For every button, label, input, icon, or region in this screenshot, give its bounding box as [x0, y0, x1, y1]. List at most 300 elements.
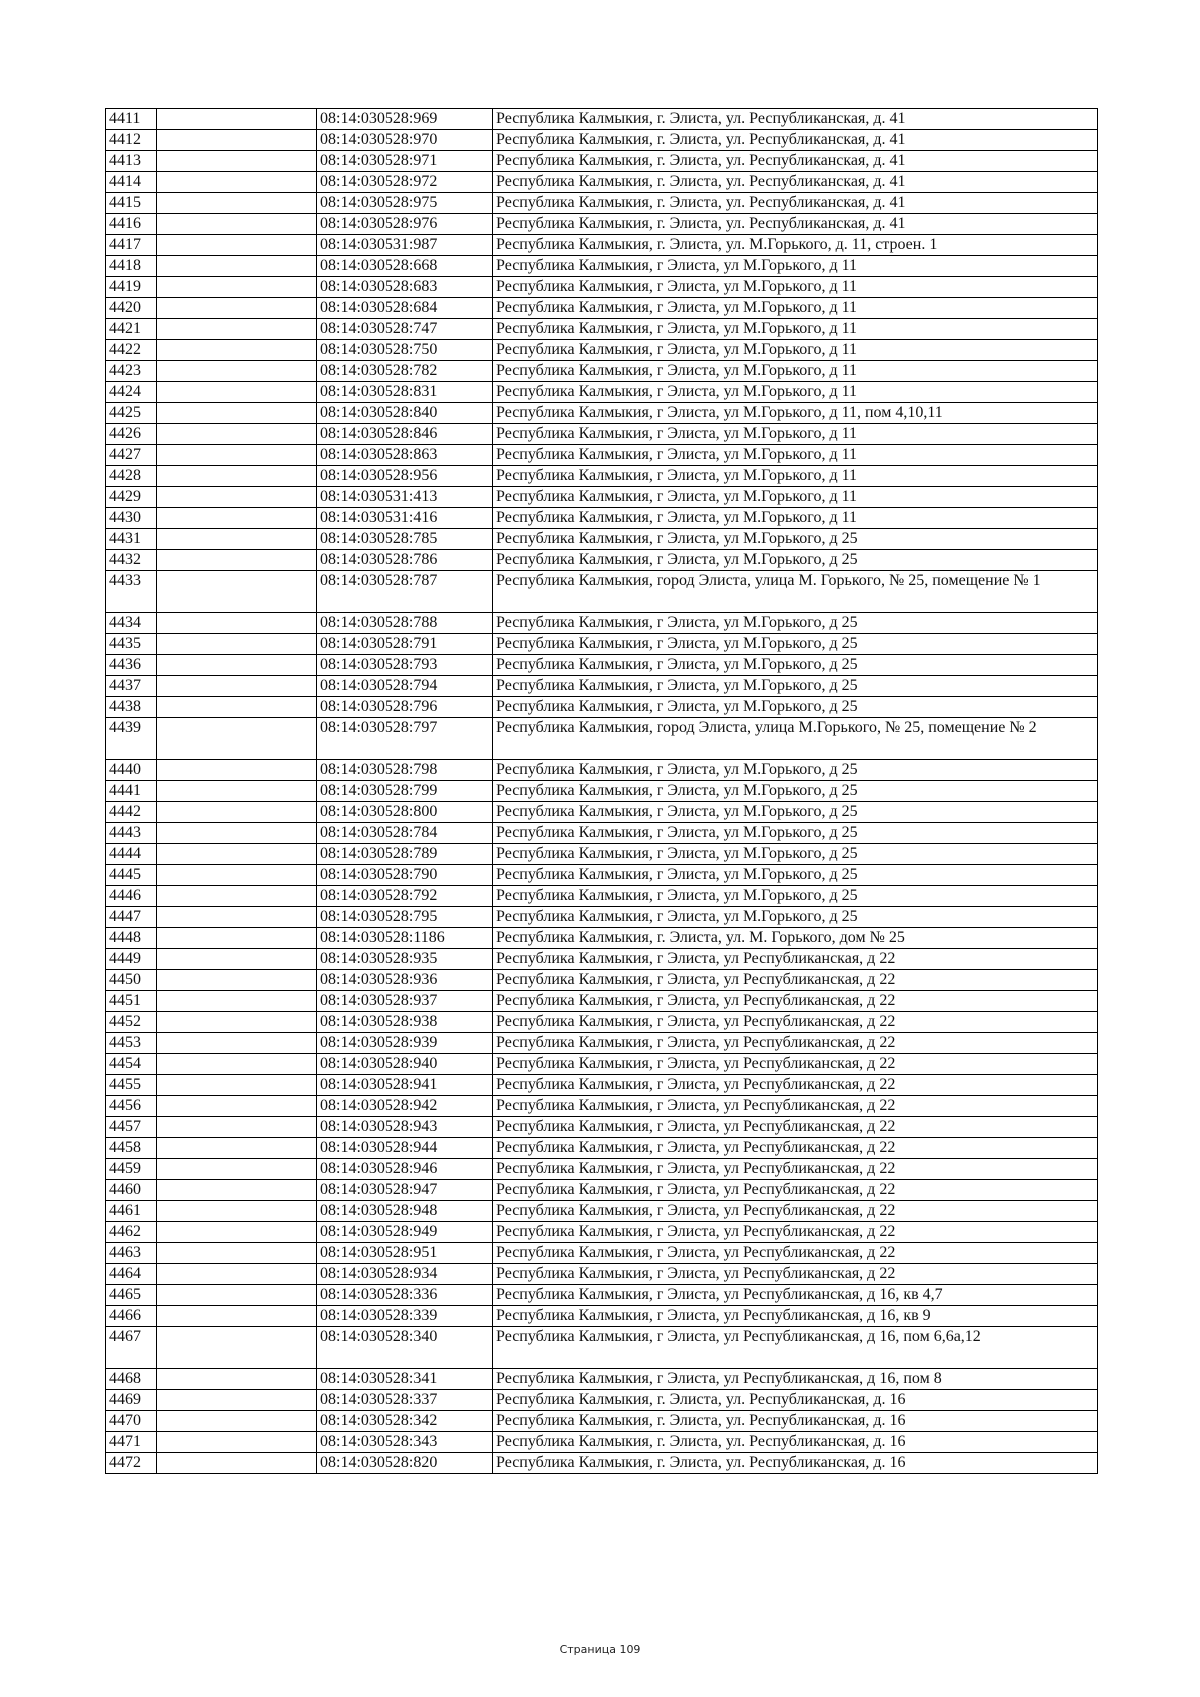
cadastral-number-cell: 08:14:030528:1186 [317, 928, 493, 949]
row-number-cell: 4463 [106, 1243, 157, 1264]
row-number-cell: 4414 [106, 172, 157, 193]
empty-cell [157, 319, 317, 340]
table-row [106, 1180, 1098, 1201]
empty-cell [157, 928, 317, 949]
table-row [106, 760, 1098, 781]
address-cell: Республика Калмыкия, г Элиста, ул Республиканская, д 22 [493, 1201, 1098, 1222]
cadastral-number-cell: 08:14:030528:785 [317, 529, 493, 550]
address-cell: Республика Калмыкия, г Элиста, ул М.Горького, д 25 [493, 550, 1098, 571]
row-number-cell: 4413 [106, 151, 157, 172]
empty-cell [157, 508, 317, 529]
cadastral-number-cell: 08:14:030528:840 [317, 403, 493, 424]
address-cell: Республика Калмыкия, г Элиста, ул М.Горького, д 25 [493, 697, 1098, 718]
address-cell: Республика Калмыкия, г Элиста, ул М.Горького, д 11 [493, 298, 1098, 319]
table-row [106, 1285, 1098, 1306]
empty-cell [157, 298, 317, 319]
address-cell: Республика Калмыкия, г Элиста, ул М.Горького, д 25 [493, 844, 1098, 865]
address-cell: Республика Калмыкия, г Элиста, ул Республиканская, д 16, пом 8 [493, 1369, 1098, 1390]
cadastral-number-cell: 08:14:030528:799 [317, 781, 493, 802]
address-cell: Республика Калмыкия, г Элиста, ул Республиканская, д 22 [493, 970, 1098, 991]
empty-cell [157, 1054, 317, 1075]
empty-cell [157, 1369, 317, 1390]
page-number-label: Страница 109 [559, 1643, 641, 1656]
empty-cell [157, 550, 317, 571]
empty-cell [157, 970, 317, 991]
cadastral-number-cell: 08:14:030528:971 [317, 151, 493, 172]
table-row [106, 823, 1098, 844]
empty-cell [157, 844, 317, 865]
address-cell: Республика Калмыкия, г. Элиста, ул. Республиканская, д. 41 [493, 151, 1098, 172]
cadastral-number-cell: 08:14:030528:935 [317, 949, 493, 970]
cadastral-number-cell: 08:14:030528:784 [317, 823, 493, 844]
table-row [106, 1054, 1098, 1075]
empty-cell [157, 1327, 317, 1369]
cadastral-number-cell: 08:14:030528:791 [317, 634, 493, 655]
cadastral-number-cell: 08:14:030528:788 [317, 613, 493, 634]
table-row [106, 340, 1098, 361]
empty-cell [157, 130, 317, 151]
table-row [106, 676, 1098, 697]
address-cell: Республика Калмыкия, г Элиста, ул Республиканская, д 22 [493, 1222, 1098, 1243]
table-row [106, 844, 1098, 865]
row-number-cell: 4424 [106, 382, 157, 403]
empty-cell [157, 781, 317, 802]
row-number-cell: 4455 [106, 1075, 157, 1096]
row-number-cell: 4430 [106, 508, 157, 529]
address-cell: Республика Калмыкия, город Элиста, улица М. Горького, № 25, помещение № 1 [493, 571, 1098, 613]
row-number-cell: 4417 [106, 235, 157, 256]
table-row [106, 655, 1098, 676]
empty-cell [157, 1453, 317, 1474]
row-number-cell: 4462 [106, 1222, 157, 1243]
empty-cell [157, 1390, 317, 1411]
row-number-cell: 4466 [106, 1306, 157, 1327]
row-number-cell: 4452 [106, 1012, 157, 1033]
row-number-cell: 4454 [106, 1054, 157, 1075]
address-cell: Республика Калмыкия, г. Элиста, ул. Республиканская, д. 41 [493, 214, 1098, 235]
empty-cell [157, 403, 317, 424]
row-number-cell: 4457 [106, 1117, 157, 1138]
table-row [106, 193, 1098, 214]
table-row [106, 151, 1098, 172]
cadastral-number-cell: 08:14:030528:796 [317, 697, 493, 718]
table-row [106, 424, 1098, 445]
table-row [106, 109, 1098, 130]
table-row [106, 970, 1098, 991]
address-cell: Республика Калмыкия, г Элиста, ул Республиканская, д 22 [493, 1159, 1098, 1180]
address-cell: Республика Калмыкия, г Элиста, ул М.Горького, д 11 [493, 256, 1098, 277]
table-row [106, 781, 1098, 802]
row-number-cell: 4445 [106, 865, 157, 886]
empty-cell [157, 214, 317, 235]
table-row [106, 466, 1098, 487]
row-number-cell: 4443 [106, 823, 157, 844]
cadastral-number-cell: 08:14:030531:987 [317, 235, 493, 256]
row-number-cell: 4451 [106, 991, 157, 1012]
table-row [106, 1159, 1098, 1180]
table-row [106, 1222, 1098, 1243]
address-cell: Республика Калмыкия, г Элиста, ул Республиканская, д 22 [493, 949, 1098, 970]
address-cell: Республика Калмыкия, г Элиста, ул М.Горького, д 11 [493, 340, 1098, 361]
address-cell: Республика Калмыкия, г Элиста, ул Республиканская, д 16, кв 4,7 [493, 1285, 1098, 1306]
address-cell: Республика Калмыкия, г Элиста, ул М.Горького, д 11 [493, 487, 1098, 508]
address-cell: Республика Калмыкия, г Элиста, ул Республиканская, д 22 [493, 1264, 1098, 1285]
table-row [106, 214, 1098, 235]
table-row [106, 508, 1098, 529]
empty-cell [157, 1201, 317, 1222]
cadastral-number-cell: 08:14:030528:790 [317, 865, 493, 886]
cadastral-number-cell: 08:14:030528:947 [317, 1180, 493, 1201]
address-cell: Республика Калмыкия, г Элиста, ул М.Горького, д 25 [493, 886, 1098, 907]
cadastral-number-cell: 08:14:030528:944 [317, 1138, 493, 1159]
table-row [106, 1075, 1098, 1096]
empty-cell [157, 1432, 317, 1453]
table-row [106, 550, 1098, 571]
empty-cell [157, 1012, 317, 1033]
cadastral-number-cell: 08:14:030528:938 [317, 1012, 493, 1033]
row-number-cell: 4435 [106, 634, 157, 655]
cadastral-number-cell: 08:14:030528:789 [317, 844, 493, 865]
empty-cell [157, 1096, 317, 1117]
address-cell: Республика Калмыкия, г Элиста, ул М.Горького, д 25 [493, 760, 1098, 781]
row-number-cell: 4422 [106, 340, 157, 361]
cadastral-number-cell: 08:14:030528:934 [317, 1264, 493, 1285]
row-number-cell: 4438 [106, 697, 157, 718]
address-cell: Республика Калмыкия, г. Элиста, ул. Республиканская, д. 41 [493, 193, 1098, 214]
row-number-cell: 4471 [106, 1432, 157, 1453]
table-row [106, 949, 1098, 970]
empty-cell [157, 697, 317, 718]
table-row [106, 1243, 1098, 1264]
row-number-cell: 4456 [106, 1096, 157, 1117]
row-number-cell: 4440 [106, 760, 157, 781]
cadastral-number-cell: 08:14:030528:946 [317, 1159, 493, 1180]
row-number-cell: 4418 [106, 256, 157, 277]
table-row [106, 1453, 1098, 1474]
empty-cell [157, 1117, 317, 1138]
empty-cell [157, 1285, 317, 1306]
empty-cell [157, 340, 317, 361]
table-row [106, 487, 1098, 508]
empty-cell [157, 445, 317, 466]
cadastral-number-cell: 08:14:030528:949 [317, 1222, 493, 1243]
empty-cell [157, 193, 317, 214]
property-table [105, 108, 1098, 1474]
address-cell: Республика Калмыкия, г Элиста, ул М.Горького, д 11 [493, 445, 1098, 466]
cadastral-number-cell: 08:14:030528:831 [317, 382, 493, 403]
address-cell: Республика Калмыкия, г Элиста, ул М.Горького, д 11 [493, 319, 1098, 340]
table-row [106, 1327, 1098, 1369]
address-cell: Республика Калмыкия, г Элиста, ул М.Горького, д 25 [493, 865, 1098, 886]
cadastral-number-cell: 08:14:030528:340 [317, 1327, 493, 1369]
row-number-cell: 4464 [106, 1264, 157, 1285]
cadastral-number-cell: 08:14:030528:341 [317, 1369, 493, 1390]
empty-cell [157, 235, 317, 256]
empty-cell [157, 718, 317, 760]
row-number-cell: 4448 [106, 928, 157, 949]
row-number-cell: 4436 [106, 655, 157, 676]
table-row [106, 382, 1098, 403]
empty-cell [157, 949, 317, 970]
address-cell: Республика Калмыкия, г Элиста, ул М.Горького, д 11, пом 4,10,11 [493, 403, 1098, 424]
row-number-cell: 4412 [106, 130, 157, 151]
row-number-cell: 4446 [106, 886, 157, 907]
address-cell: Республика Калмыкия, город Элиста, улица М.Горького, № 25, помещение № 2 [493, 718, 1098, 760]
address-cell: Республика Калмыкия, г Элиста, ул Республиканская, д 22 [493, 1096, 1098, 1117]
address-cell: Республика Калмыкия, г. Элиста, ул. Республиканская, д. 16 [493, 1390, 1098, 1411]
empty-cell [157, 676, 317, 697]
cadastral-number-cell: 08:14:030528:941 [317, 1075, 493, 1096]
cadastral-number-cell: 08:14:030528:786 [317, 550, 493, 571]
row-number-cell: 4411 [106, 109, 157, 130]
empty-cell [157, 1306, 317, 1327]
cadastral-number-cell: 08:14:030528:863 [317, 445, 493, 466]
address-cell: Республика Калмыкия, г Элиста, ул М.Горького, д 25 [493, 529, 1098, 550]
table-row [106, 886, 1098, 907]
empty-cell [157, 1159, 317, 1180]
empty-cell [157, 655, 317, 676]
empty-cell [157, 151, 317, 172]
cadastral-number-cell: 08:14:030528:684 [317, 298, 493, 319]
table-row [106, 277, 1098, 298]
cadastral-number-cell: 08:14:030528:787 [317, 571, 493, 613]
empty-cell [157, 991, 317, 1012]
row-number-cell: 4442 [106, 802, 157, 823]
empty-cell [157, 529, 317, 550]
row-number-cell: 4461 [106, 1201, 157, 1222]
cadastral-number-cell: 08:14:030528:797 [317, 718, 493, 760]
empty-cell [157, 1180, 317, 1201]
address-cell: Республика Калмыкия, г Элиста, ул М.Горького, д 25 [493, 676, 1098, 697]
address-cell: Республика Калмыкия, г Элиста, ул Республиканская, д 22 [493, 1012, 1098, 1033]
cadastral-number-cell: 08:14:030528:939 [317, 1033, 493, 1054]
address-cell: Республика Калмыкия, г Элиста, ул Республиканская, д 22 [493, 1243, 1098, 1264]
table-row [106, 1411, 1098, 1432]
row-number-cell: 4441 [106, 781, 157, 802]
empty-cell [157, 571, 317, 613]
row-number-cell: 4427 [106, 445, 157, 466]
table-row [106, 928, 1098, 949]
empty-cell [157, 802, 317, 823]
row-number-cell: 4420 [106, 298, 157, 319]
table-row [106, 361, 1098, 382]
row-number-cell: 4472 [106, 1453, 157, 1474]
cadastral-number-cell: 08:14:030528:747 [317, 319, 493, 340]
empty-cell [157, 1411, 317, 1432]
address-cell: Республика Калмыкия, г. Элиста, ул. Республиканская, д. 41 [493, 172, 1098, 193]
address-cell: Республика Калмыкия, г. Элиста, ул. Республиканская, д. 16 [493, 1453, 1098, 1474]
cadastral-number-cell: 08:14:030528:800 [317, 802, 493, 823]
address-cell: Республика Калмыкия, г Элиста, ул Республиканская, д 22 [493, 991, 1098, 1012]
address-cell: Республика Калмыкия, г Элиста, ул М.Горького, д 11 [493, 508, 1098, 529]
cadastral-number-cell: 08:14:030528:951 [317, 1243, 493, 1264]
row-number-cell: 4447 [106, 907, 157, 928]
cadastral-number-cell: 08:14:030528:940 [317, 1054, 493, 1075]
table-row [106, 718, 1098, 760]
table-row [106, 1369, 1098, 1390]
address-cell: Республика Калмыкия, г Элиста, ул Республиканская, д 22 [493, 1138, 1098, 1159]
row-number-cell: 4468 [106, 1369, 157, 1390]
cadastral-number-cell: 08:14:030528:948 [317, 1201, 493, 1222]
cadastral-number-cell: 08:14:030528:792 [317, 886, 493, 907]
row-number-cell: 4416 [106, 214, 157, 235]
cadastral-number-cell: 08:14:030528:336 [317, 1285, 493, 1306]
empty-cell [157, 634, 317, 655]
cadastral-number-cell: 08:14:030528:942 [317, 1096, 493, 1117]
table-row [106, 529, 1098, 550]
empty-cell [157, 907, 317, 928]
table-row [106, 1306, 1098, 1327]
cadastral-number-cell: 08:14:030531:413 [317, 487, 493, 508]
table-row [106, 634, 1098, 655]
empty-cell [157, 1222, 317, 1243]
cadastral-number-cell: 08:14:030531:416 [317, 508, 493, 529]
empty-cell [157, 865, 317, 886]
table-row [106, 403, 1098, 424]
row-number-cell: 4434 [106, 613, 157, 634]
address-cell: Республика Калмыкия, г Элиста, ул М.Горького, д 11 [493, 277, 1098, 298]
table-body [106, 109, 1098, 1474]
address-cell: Республика Калмыкия, г. Элиста, ул. М. Горького, дом № 25 [493, 928, 1098, 949]
table-row [106, 802, 1098, 823]
row-number-cell: 4431 [106, 529, 157, 550]
address-cell: Республика Калмыкия, г Элиста, ул М.Горького, д 11 [493, 466, 1098, 487]
cadastral-number-cell: 08:14:030528:343 [317, 1432, 493, 1453]
address-cell: Республика Калмыкия, г Элиста, ул Республиканская, д 22 [493, 1075, 1098, 1096]
table-row [106, 319, 1098, 340]
table-row [106, 172, 1098, 193]
table-row [106, 865, 1098, 886]
empty-cell [157, 1138, 317, 1159]
row-number-cell: 4459 [106, 1159, 157, 1180]
empty-cell [157, 382, 317, 403]
cadastral-number-cell: 08:14:030528:793 [317, 655, 493, 676]
row-number-cell: 4469 [106, 1390, 157, 1411]
cadastral-number-cell: 08:14:030528:668 [317, 256, 493, 277]
cadastral-number-cell: 08:14:030528:820 [317, 1453, 493, 1474]
row-number-cell: 4458 [106, 1138, 157, 1159]
row-number-cell: 4421 [106, 319, 157, 340]
table-row [106, 130, 1098, 151]
row-number-cell: 4423 [106, 361, 157, 382]
row-number-cell: 4425 [106, 403, 157, 424]
row-number-cell: 4467 [106, 1327, 157, 1369]
address-cell: Республика Калмыкия, г Элиста, ул Республиканская, д 16, пом 6,6а,12 [493, 1327, 1098, 1369]
table-row [106, 1117, 1098, 1138]
empty-cell [157, 256, 317, 277]
empty-cell [157, 466, 317, 487]
cadastral-number-cell: 08:14:030528:782 [317, 361, 493, 382]
empty-cell [157, 277, 317, 298]
address-cell: Республика Калмыкия, г Элиста, ул Республиканская, д 16, кв 9 [493, 1306, 1098, 1327]
cadastral-number-cell: 08:14:030528:342 [317, 1411, 493, 1432]
row-number-cell: 4415 [106, 193, 157, 214]
empty-cell [157, 361, 317, 382]
cadastral-number-cell: 08:14:030528:976 [317, 214, 493, 235]
row-number-cell: 4450 [106, 970, 157, 991]
row-number-cell: 4437 [106, 676, 157, 697]
address-cell: Республика Калмыкия, г Элиста, ул М.Горького, д 25 [493, 823, 1098, 844]
table-row [106, 1390, 1098, 1411]
table-row [106, 1264, 1098, 1285]
table-row [106, 1201, 1098, 1222]
row-number-cell: 4432 [106, 550, 157, 571]
table-row [106, 1012, 1098, 1033]
empty-cell [157, 172, 317, 193]
address-cell: Республика Калмыкия, г. Элиста, ул. Республиканская, д. 16 [493, 1411, 1098, 1432]
table-row [106, 1096, 1098, 1117]
cadastral-number-cell: 08:14:030528:795 [317, 907, 493, 928]
row-number-cell: 4470 [106, 1411, 157, 1432]
address-cell: Республика Калмыкия, г Элиста, ул М.Горького, д 25 [493, 781, 1098, 802]
address-cell: Республика Калмыкия, г. Элиста, ул. Республиканская, д. 41 [493, 130, 1098, 151]
address-cell: Республика Калмыкия, г Элиста, ул М.Горького, д 25 [493, 655, 1098, 676]
empty-cell [157, 424, 317, 445]
address-cell: Республика Калмыкия, г Элиста, ул М.Горького, д 25 [493, 802, 1098, 823]
address-cell: Республика Калмыкия, г Элиста, ул Республиканская, д 22 [493, 1033, 1098, 1054]
cadastral-number-cell: 08:14:030528:936 [317, 970, 493, 991]
cadastral-number-cell: 08:14:030528:956 [317, 466, 493, 487]
cadastral-number-cell: 08:14:030528:750 [317, 340, 493, 361]
page-footer [0, 1643, 1200, 1656]
table-row [106, 991, 1098, 1012]
address-cell: Республика Калмыкия, г Элиста, ул М.Горького, д 25 [493, 613, 1098, 634]
empty-cell [157, 823, 317, 844]
table-row [106, 256, 1098, 277]
cadastral-number-cell: 08:14:030528:975 [317, 193, 493, 214]
empty-cell [157, 613, 317, 634]
cadastral-number-cell: 08:14:030528:794 [317, 676, 493, 697]
table-row [106, 1432, 1098, 1453]
empty-cell [157, 109, 317, 130]
cadastral-number-cell: 08:14:030528:683 [317, 277, 493, 298]
cadastral-number-cell: 08:14:030528:972 [317, 172, 493, 193]
address-cell: Республика Калмыкия, г. Элиста, ул. Республиканская, д. 41 [493, 109, 1098, 130]
address-cell: Республика Калмыкия, г. Элиста, ул. Республиканская, д. 16 [493, 1432, 1098, 1453]
cadastral-number-cell: 08:14:030528:937 [317, 991, 493, 1012]
address-cell: Республика Калмыкия, г Элиста, ул Республиканская, д 22 [493, 1054, 1098, 1075]
row-number-cell: 4419 [106, 277, 157, 298]
row-number-cell: 4429 [106, 487, 157, 508]
row-number-cell: 4426 [106, 424, 157, 445]
cadastral-number-cell: 08:14:030528:339 [317, 1306, 493, 1327]
empty-cell [157, 1075, 317, 1096]
row-number-cell: 4439 [106, 718, 157, 760]
address-cell: Республика Калмыкия, г Элиста, ул М.Горького, д 11 [493, 424, 1098, 445]
row-number-cell: 4428 [106, 466, 157, 487]
address-cell: Республика Калмыкия, г Элиста, ул Республиканская, д 22 [493, 1180, 1098, 1201]
table-row [106, 298, 1098, 319]
cadastral-number-cell: 08:14:030528:798 [317, 760, 493, 781]
table-row [106, 697, 1098, 718]
table-row [106, 1033, 1098, 1054]
address-cell: Республика Калмыкия, г Элиста, ул М.Горького, д 25 [493, 634, 1098, 655]
cadastral-number-cell: 08:14:030528:846 [317, 424, 493, 445]
address-cell: Республика Калмыкия, г Элиста, ул М.Горького, д 25 [493, 907, 1098, 928]
table-row [106, 571, 1098, 613]
row-number-cell: 4465 [106, 1285, 157, 1306]
empty-cell [157, 1243, 317, 1264]
empty-cell [157, 1033, 317, 1054]
table-row [106, 445, 1098, 466]
cadastral-number-cell: 08:14:030528:969 [317, 109, 493, 130]
address-cell: Республика Калмыкия, г Элиста, ул М.Горького, д 11 [493, 382, 1098, 403]
empty-cell [157, 886, 317, 907]
table-row [106, 1138, 1098, 1159]
row-number-cell: 4433 [106, 571, 157, 613]
empty-cell [157, 760, 317, 781]
empty-cell [157, 1264, 317, 1285]
